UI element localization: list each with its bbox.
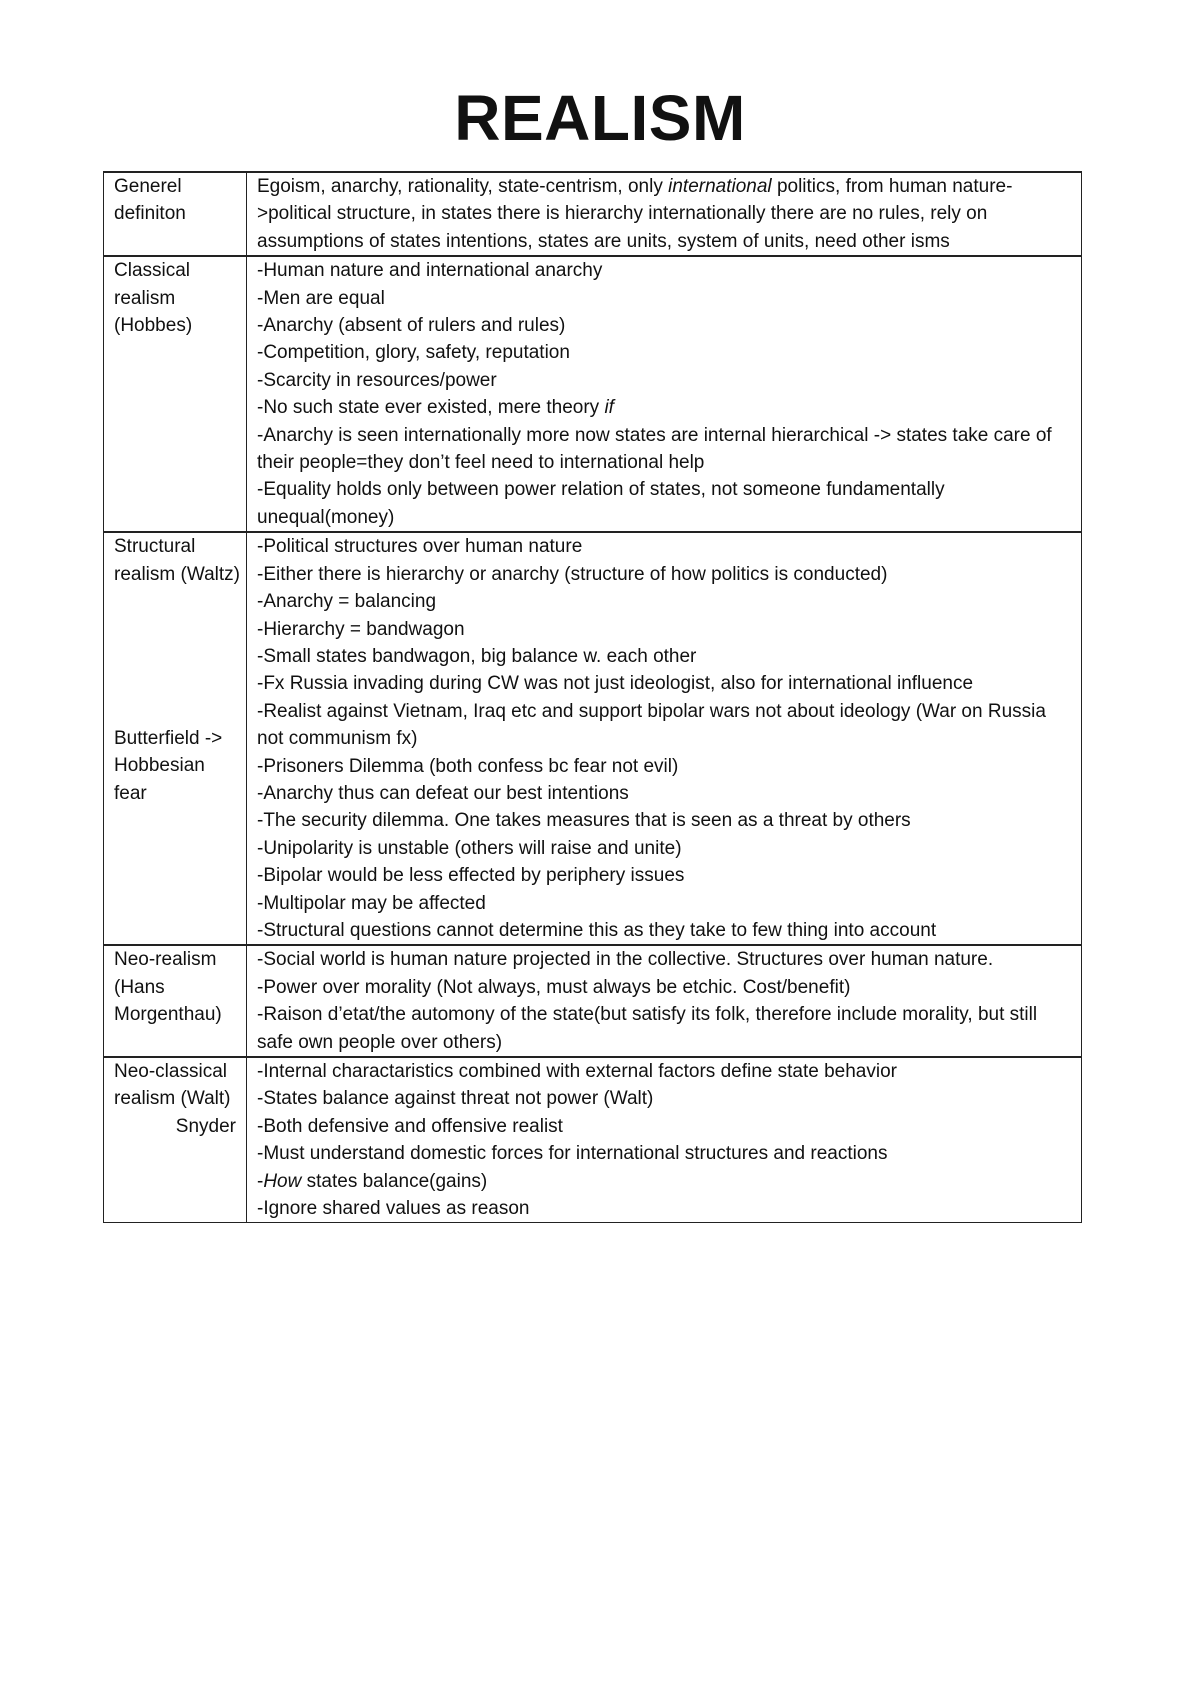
- row-label: Classical realism (Hobbes): [114, 260, 193, 337]
- label-spacer: [114, 588, 240, 698]
- list-item: -Bipolar would be less effected by periphery issues: [257, 865, 685, 887]
- row-content-rest: politics, from human nature->political structure, in states there is hierarchy internationally there are no rules, rely on assumptions of states intentions, states are units, system of units, need other isms: [257, 176, 1013, 252]
- list-item: -Prisoners Dilemma (both confess bc fear not evil): [257, 755, 679, 777]
- row-label-cell: [104, 945, 247, 1057]
- list-item: -Ignore shared values as reason: [257, 1198, 530, 1220]
- list-item-emphasis: How: [263, 1170, 302, 1192]
- row-content-cell: [247, 1057, 1082, 1223]
- list-item-text: -No such state ever existed, mere theory: [257, 397, 600, 419]
- list-item-emphasis: if: [604, 397, 614, 419]
- list-item: [257, 394, 1075, 421]
- row-label-cell: [104, 172, 247, 256]
- table-row: [104, 532, 1082, 945]
- row-content-cell: [247, 256, 1082, 532]
- table-row: [104, 1057, 1082, 1223]
- row-label: Generel definiton: [114, 176, 186, 225]
- list-item-text: states balance(gains): [306, 1170, 488, 1192]
- table-row: [104, 172, 1082, 256]
- label-spacer: [114, 698, 240, 725]
- row-label-cell: [104, 256, 247, 532]
- list-item: -Anarchy = balancing: [257, 591, 437, 613]
- list-item: -Realist against Vietnam, Iraq etc and support bipolar wars not about ideology (War on Russia not communism fx): [257, 700, 1046, 750]
- row-label: Structural realism (Waltz): [114, 536, 240, 585]
- list-item: -Internal charactaristics combined with external factors define state behavior: [257, 1061, 897, 1082]
- list-item: -Unipolarity is unstable (others will raise and unite): [257, 837, 682, 859]
- row-content-emphasis: international: [668, 176, 772, 197]
- list-item: -Structural questions cannot determine this as they take to few thing into account: [257, 919, 937, 941]
- list-item: -Both defensive and offensive realist: [257, 1115, 563, 1137]
- list-item: -Either there is hierarchy or anarchy (structure of how politics is conducted): [257, 563, 888, 585]
- list-item: -Competition, glory, safety, reputation: [257, 342, 570, 364]
- list-item: -Multipolar may be affected: [257, 892, 486, 914]
- list-item: -Anarchy is seen internationally more now states are internal hierarchical -> states take care of their people=they don’t feel need to international help: [257, 424, 1052, 474]
- list-item: -Political structures over human nature: [257, 536, 583, 558]
- notes-table: [103, 171, 1082, 1223]
- list-item: -Equality holds only between power relation of states, not someone fundamentally unequal(money): [257, 479, 945, 528]
- row-sub-label: Butterfield -> Hobbesian fear: [114, 728, 223, 804]
- row-content-cell: [247, 532, 1082, 945]
- page-title: REALISM: [454, 82, 746, 154]
- list-item: -Human nature and international anarchy: [257, 260, 603, 282]
- list-item: -Scarcity in resources/power: [257, 369, 497, 391]
- list-item: -Must understand domestic forces for international structures and reactions: [257, 1143, 888, 1165]
- table-row: [104, 945, 1082, 1057]
- list-item: -The security dilemma. One takes measures that is seen as a threat by others: [257, 810, 911, 832]
- list-item: -Anarchy thus can defeat our best intentions: [257, 782, 629, 804]
- list-item: -Social world is human nature projected in the collective. Structures over human nature.: [257, 949, 994, 971]
- row-sub-label: Snyder: [175, 1115, 236, 1137]
- row-content: Egoism, anarchy, rationality, state-centrism, only: [257, 176, 663, 197]
- list-item: -Small states bandwagon, big balance w. each other: [257, 645, 697, 667]
- table-row: [104, 256, 1082, 532]
- list-item: -Fx Russia invading during CW was not just ideologist, also for international influence: [257, 673, 974, 695]
- list-item: -Anarchy (absent of rulers and rules): [257, 315, 566, 337]
- row-label-cell: [104, 532, 247, 945]
- row-label: Neo-realism (Hans Morgenthau): [114, 949, 222, 1026]
- list-item: [257, 1168, 1075, 1195]
- row-label-cell: [104, 1057, 247, 1223]
- list-item: -Raison d’etat/the automony of the state(but satisfy its folk, therefore include morality, but still safe own people over others): [257, 1004, 1038, 1053]
- list-item-prefix: -: [257, 1170, 264, 1192]
- list-item: -States balance against threat not power (Walt): [257, 1088, 654, 1110]
- list-item: -Men are equal: [257, 287, 385, 309]
- row-label: Neo-classical realism (Walt): [114, 1061, 231, 1110]
- row-content-cell: [247, 945, 1082, 1057]
- list-item: -Power over morality (Not always, must always be etchic. Cost/benefit): [257, 976, 851, 998]
- row-content-cell: [247, 172, 1082, 256]
- list-item: -Hierarchy = bandwagon: [257, 618, 465, 640]
